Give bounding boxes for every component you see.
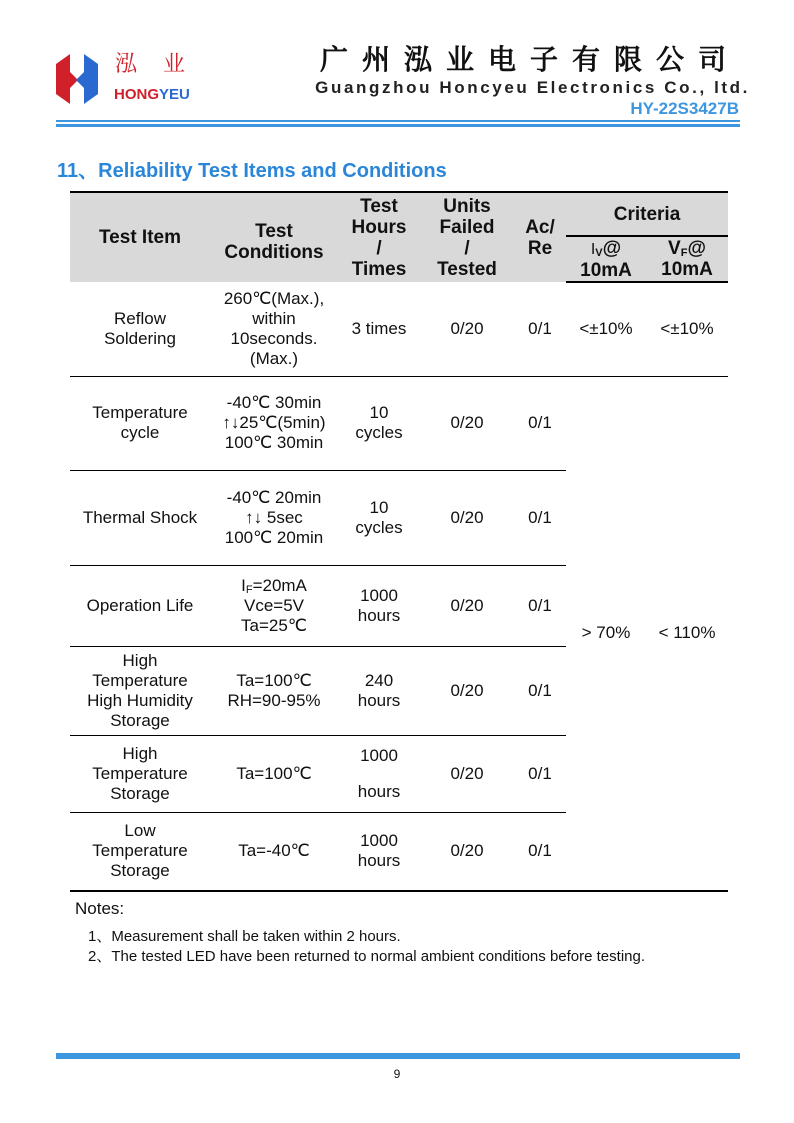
units-failed: 0/20 (420, 376, 514, 470)
document-number: HY-22S3427B (630, 99, 739, 118)
section-title: 11、Reliability Test Items and Conditions (57, 160, 447, 182)
criteria-vf: <±10% (646, 282, 728, 376)
company-name-english: Guangzhou Honcyeu Electronics Co., ltd. (315, 78, 750, 97)
units-failed: 0/20 (420, 646, 514, 735)
test-conditions: 260℃(Max.), within 10seconds. (Max.) (210, 282, 338, 376)
ac-re: 0/1 (514, 470, 566, 565)
header-ac-re: Ac/ Re (514, 192, 566, 282)
test-item: Temperature cycle (70, 376, 210, 470)
units-failed: 0/20 (420, 735, 514, 812)
test-conditions: Ta=100℃ (210, 735, 338, 812)
test-item: High Temperature Storage (70, 735, 210, 812)
ac-re: 0/1 (514, 646, 566, 735)
units-failed: 0/20 (420, 565, 514, 646)
logo-en-part-a: HONG (114, 86, 159, 103)
logo-chinese-name: 泓业 (115, 52, 212, 77)
test-conditions: Ta=-40℃ (210, 812, 338, 891)
logo-en-part-b: YEU (159, 86, 190, 103)
test-conditions: -40℃ 20min ↑↓ 5sec 100℃ 20min (210, 470, 338, 565)
test-item: Reflow Soldering (70, 282, 210, 376)
test-item: Low Temperature Storage (70, 812, 210, 891)
units-failed: 0/20 (420, 282, 514, 376)
test-hours: 240 hours (338, 646, 420, 735)
test-hours: 1000 hours (338, 735, 420, 812)
header-test-hours: Test Hours / Times (338, 192, 420, 282)
test-conditions: $I_F=20mA$ Vce=5V Ta=25℃ (210, 565, 338, 646)
criteria-vf-merged: < 110% (646, 376, 728, 891)
test-conditions: Ta=100℃ RH=90-95% (210, 646, 338, 735)
header-test-item: Test Item (70, 192, 210, 282)
header-vf: $V_F@$ 10mA (646, 236, 728, 282)
test-item: Thermal Shock (70, 470, 210, 565)
header-iv: $I_V@$ 10mA (566, 236, 646, 282)
test-hours: 3 times (338, 282, 420, 376)
ac-re: 0/1 (514, 565, 566, 646)
header-criteria: Criteria (566, 192, 728, 236)
test-conditions: -40℃ 30min ↑↓25℃(5min) 100℃ 30min (210, 376, 338, 470)
units-failed: 0/20 (420, 470, 514, 565)
header-units-failed: Units Failed / Tested (420, 192, 514, 282)
test-hours: 10 cycles (338, 376, 420, 470)
reliability-table (70, 191, 728, 892)
table-row (70, 282, 728, 376)
table-row (70, 376, 728, 470)
ac-re: 0/1 (514, 376, 566, 470)
test-item: High Temperature High Humidity Storage (70, 646, 210, 735)
test-hours: 1000 hours (338, 812, 420, 891)
ac-re: 0/1 (514, 282, 566, 376)
header-divider (56, 120, 740, 122)
note-item: 2、The tested LED have been returned to normal ambient conditions before testing. (88, 948, 645, 965)
note-item: 1、Measurement shall be taken within 2 hours. (88, 928, 401, 945)
header-test-conditions: Test Conditions (210, 192, 338, 282)
ac-re: 0/1 (514, 735, 566, 812)
header-divider-thick (56, 124, 740, 127)
logo-english-name (114, 86, 190, 104)
company-name-chinese: 广州泓业电子有限公司 (319, 43, 740, 76)
page-number: 9 (393, 1067, 401, 1081)
notes-title: Notes: (75, 899, 125, 918)
test-item: Operation Life (70, 565, 210, 646)
test-hours: 1000 hours (338, 565, 420, 646)
criteria-iv-merged: > 70% (566, 376, 646, 891)
criteria-iv: <±10% (566, 282, 646, 376)
footer-divider (56, 1053, 740, 1059)
test-hours: 10 cycles (338, 470, 420, 565)
units-failed: 0/20 (420, 812, 514, 891)
hongyeu-logo-icon (52, 50, 102, 108)
ac-re: 0/1 (514, 812, 566, 891)
